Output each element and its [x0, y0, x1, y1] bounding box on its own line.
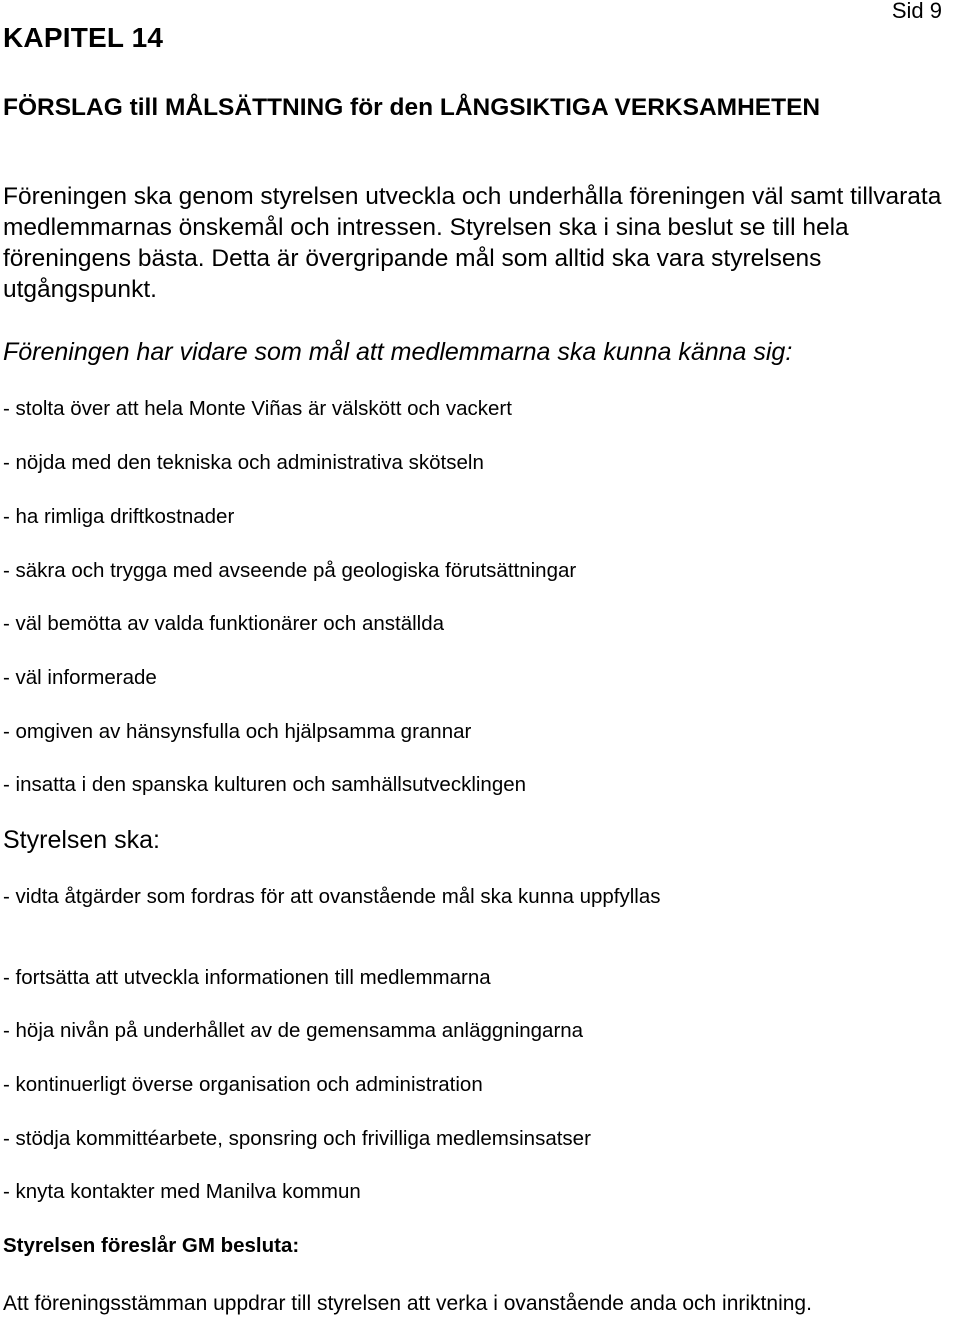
members-goals-heading: Föreningen har vidare som mål att medlemmarna ska kunna känna sig: [3, 338, 793, 366]
members-goal-item: - väl bemötta av valda funktionärer och anställda [3, 612, 445, 635]
board-task-item: - stödja kommittéarbete, sponsring och frivilliga medlemsinsatser [3, 1127, 591, 1150]
intro-paragraph: Föreningen ska genom styrelsen utveckla och underhålla föreningen väl samt tillvarata medlemmarnas önskemål och intressen. Styrelsen ska i sina beslut se till hela föreningens bästa. Detta är övergripande mål som alltid ska vara styrelsens utgångspunkt. [3, 183, 942, 303]
board-tasks-heading: Styrelsen ska: [3, 826, 161, 854]
proposal-label: Styrelsen föreslår GM besluta: [3, 1234, 300, 1257]
members-goal-item: - omgiven av hänsynsfulla och hjälpsamma grannar [3, 720, 472, 743]
members-goal-item: - ha rimliga driftkostnader [3, 505, 235, 528]
members-goal-item: - väl informerade [3, 666, 157, 689]
board-task-item: - knyta kontakter med Manilva kommun [3, 1180, 361, 1203]
board-task-item: - fortsätta att utveckla informationen till medlemmarna [3, 966, 491, 989]
board-task-item: - höja nivån på underhållet av de gemensamma anläggningarna [3, 1019, 584, 1042]
members-goal-item: - insatta i den spanska kulturen och samhällsutvecklingen [3, 773, 527, 796]
board-task-item: - vidta åtgärder som fordras för att ovanstående mål ska kunna uppfyllas [3, 885, 661, 908]
members-goal-item: - säkra och trygga med avseende på geologiska förutsättningar [3, 559, 577, 582]
page-number: Sid 9 [891, 0, 942, 23]
members-goal-item: - stolta över att hela Monte Viñas är välskött och vackert [3, 397, 512, 420]
board-task-item: - kontinuerligt överse organisation och administration [3, 1073, 483, 1096]
page-title: FÖRSLAG till MÅLSÄTTNING för den LÅNGSIKTIGA VERKSAMHETEN [3, 94, 821, 121]
chapter-title: KAPITEL 14 [3, 22, 164, 53]
proposal-text: Att föreningsstämman uppdrar till styrelsen att verka i ovanstående anda och inriktning. [3, 1292, 812, 1315]
members-goal-item: - nöjda med den tekniska och administrativa skötseln [3, 451, 484, 474]
